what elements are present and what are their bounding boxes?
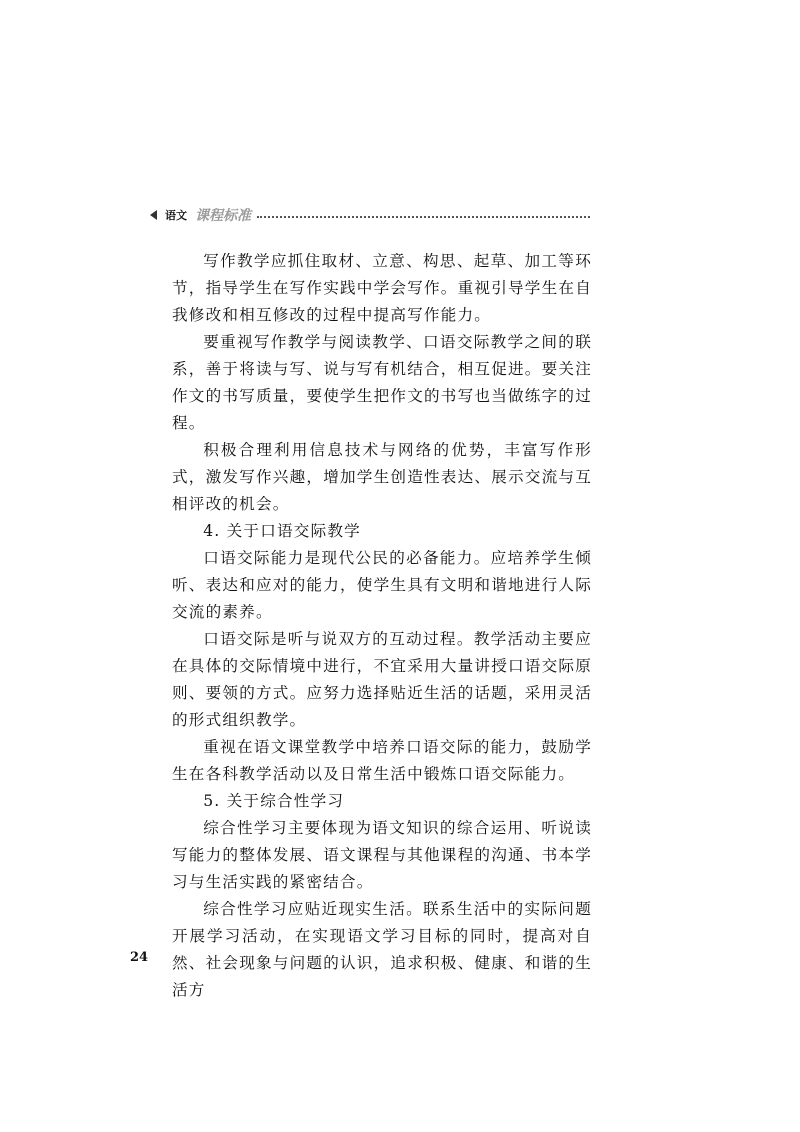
paragraph-oral-interaction: 口语交际是听与说双方的互动过程。教学活动主要应在具体的交际情境中进行，不宜采用大量讲授口语交际原则、要领的方式。应努力选择贴近生活的话题，采用灵活的形式组织教学。 (172, 630, 592, 729)
triangle-left-icon (150, 210, 157, 220)
paragraph-oral-classroom: 重视在语文课堂教学中培养口语交际的能力，鼓励学生在各科教学活动以及日常生活中锻炼口语交际能力。 (172, 738, 592, 783)
paragraph-information-technology: 积极合理利用信息技术与网络的优势，丰富写作形式，激发写作兴趣，增加学生创造性表达、展示交流与互相评改的机会。 (172, 441, 592, 513)
page-number: 24 (130, 950, 149, 965)
paragraph-comprehensive-definition: 综合性学习主要体现为语文知识的综合运用、听说读写能力的整体发展、语文课程与其他课程的沟通、书本学习与生活实践的紧密结合。 (172, 819, 592, 891)
header-dotted-rule (257, 216, 590, 218)
page-body (172, 248, 592, 1004)
header-series-title: 课程标准 (195, 208, 251, 224)
paragraph-oral-ability: 口语交际能力是现代公民的必备能力。应培养学生倾听、表达和应对的能力，使学生具有文明和谐地进行人际交流的素养。 (172, 549, 592, 621)
paragraph-comprehensive-life: 综合性学习应贴近现实生活。联系生活中的实际问题开展学习活动，在实现语文学习目标的同时，提高对自然、社会现象与问题的认识，追求积极、健康、和谐的生活方 (172, 900, 592, 999)
header-subject: 语文 (165, 209, 187, 222)
running-header (150, 204, 590, 226)
section-heading-oral-communication: 4. 关于口语交际教学 (203, 522, 361, 540)
paragraph-writing-process: 写作教学应抓住取材、立意、构思、起草、加工等环节，指导学生在写作实践中学会写作。重视引导学生在自我修改和相互修改的过程中提高写作能力。 (172, 252, 592, 324)
section-heading-comprehensive-learning: 5. 关于综合性学习 (203, 792, 345, 810)
paragraph-writing-reading-link: 要重视写作教学与阅读教学、口语交际教学之间的联系，善于将读与写、说与写有机结合，相互促进。要关注作文的书写质量，要使学生把作文的书写也当做练字的过程。 (172, 333, 592, 432)
